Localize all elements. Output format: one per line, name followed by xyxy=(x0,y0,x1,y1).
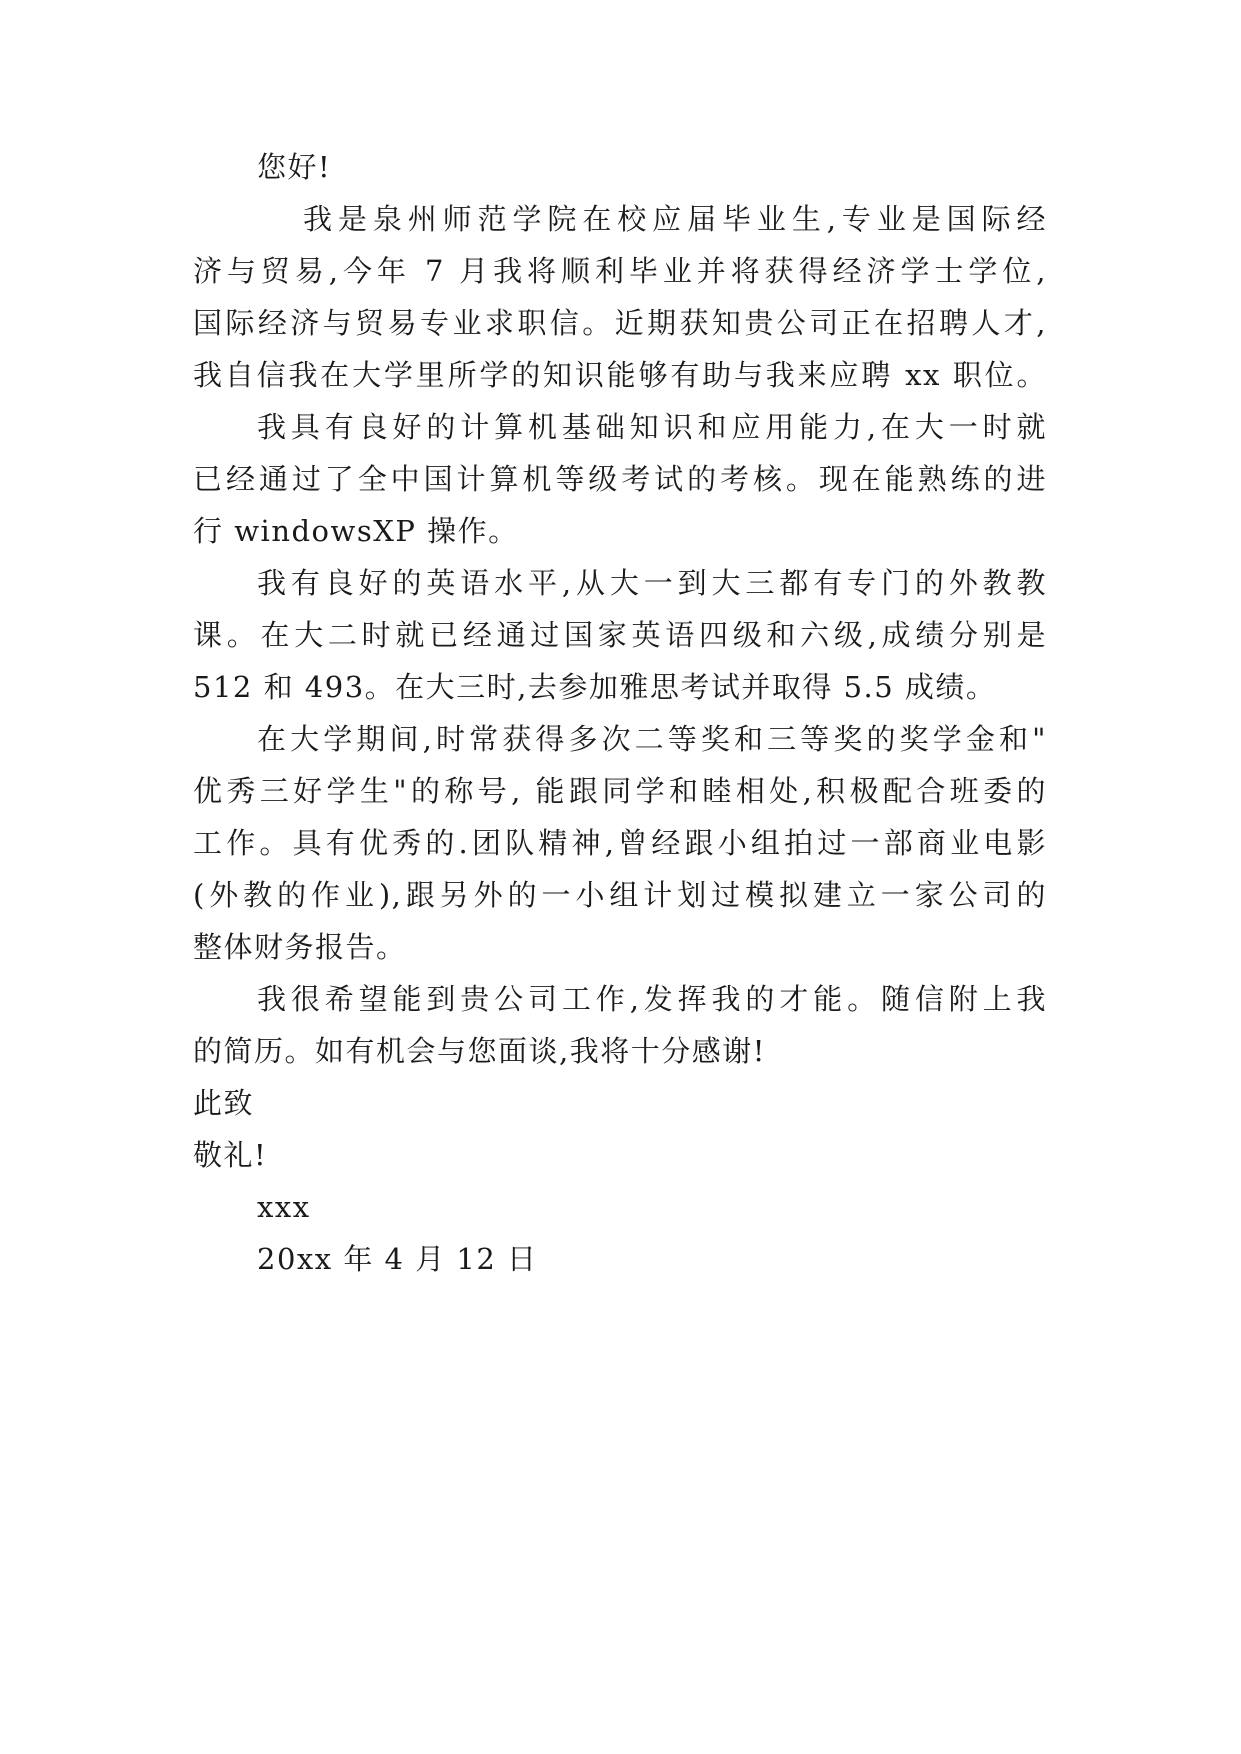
paragraph-1-line-2: 济与贸易,今年 7 月我将顺利毕业并将获得经济学士学位, xyxy=(193,254,1047,288)
closing-salutation: 此致 xyxy=(193,1086,255,1120)
paragraph-2-line-2: 已经通过了全中国计算机等级考试的考核。现在能熟练的进 xyxy=(193,462,1047,496)
paragraph-1-line-3: 国际经济与贸易专业求职信。近期获知贵公司正在招聘人才, xyxy=(193,306,1047,340)
paragraph-2-line-3: 行 windowsXP 操作。 xyxy=(193,514,519,548)
paragraph-5-line-2: 的简历。如有机会与您面谈,我将十分感谢! xyxy=(193,1034,766,1068)
paragraph-1-line-4: 我自信我在大学里所学的知识能够有助与我来应聘 xx 职位。 xyxy=(193,358,1047,392)
paragraph-1-line-1: 我是泉州师范学院在校应届毕业生,专业是国际经 xyxy=(303,202,1047,236)
signature: xxx xyxy=(257,1190,311,1224)
paragraph-4-line-1: 在大学期间,时常获得多次二等奖和三等奖的奖学金和" xyxy=(257,722,1047,756)
paragraph-3-line-2: 课。在大二时就已经通过国家英语四级和六级,成绩分别是 xyxy=(193,618,1047,652)
paragraph-5-line-1: 我很希望能到贵公司工作,发挥我的才能。随信附上我 xyxy=(257,982,1047,1016)
paragraph-3-line-3: 512 和 493。在大三时,去参加雅思考试并取得 5.5 成绩。 xyxy=(193,670,997,704)
paragraph-2-line-1: 我具有良好的计算机基础知识和应用能力,在大一时就 xyxy=(257,410,1047,444)
greeting: 您好! xyxy=(257,150,332,184)
closing-respect: 敬礼! xyxy=(193,1138,268,1172)
paragraph-4-line-2: 优秀三好学生"的称号, 能跟同学和睦相处,积极配合班委的 xyxy=(193,774,1047,808)
paragraph-4-line-4: (外教的作业),跟另外的一小组计划过模拟建立一家公司的 xyxy=(193,878,1047,912)
paragraph-4-line-5: 整体财务报告。 xyxy=(193,930,407,964)
paragraph-3-line-1: 我有良好的英语水平,从大一到大三都有专门的外教教 xyxy=(257,566,1047,600)
letter-date: 20xx 年 4 月 12 日 xyxy=(257,1242,538,1276)
paragraph-4-line-3: 工作。具有优秀的.团队精神,曾经跟小组拍过一部商业电影 xyxy=(193,826,1047,860)
